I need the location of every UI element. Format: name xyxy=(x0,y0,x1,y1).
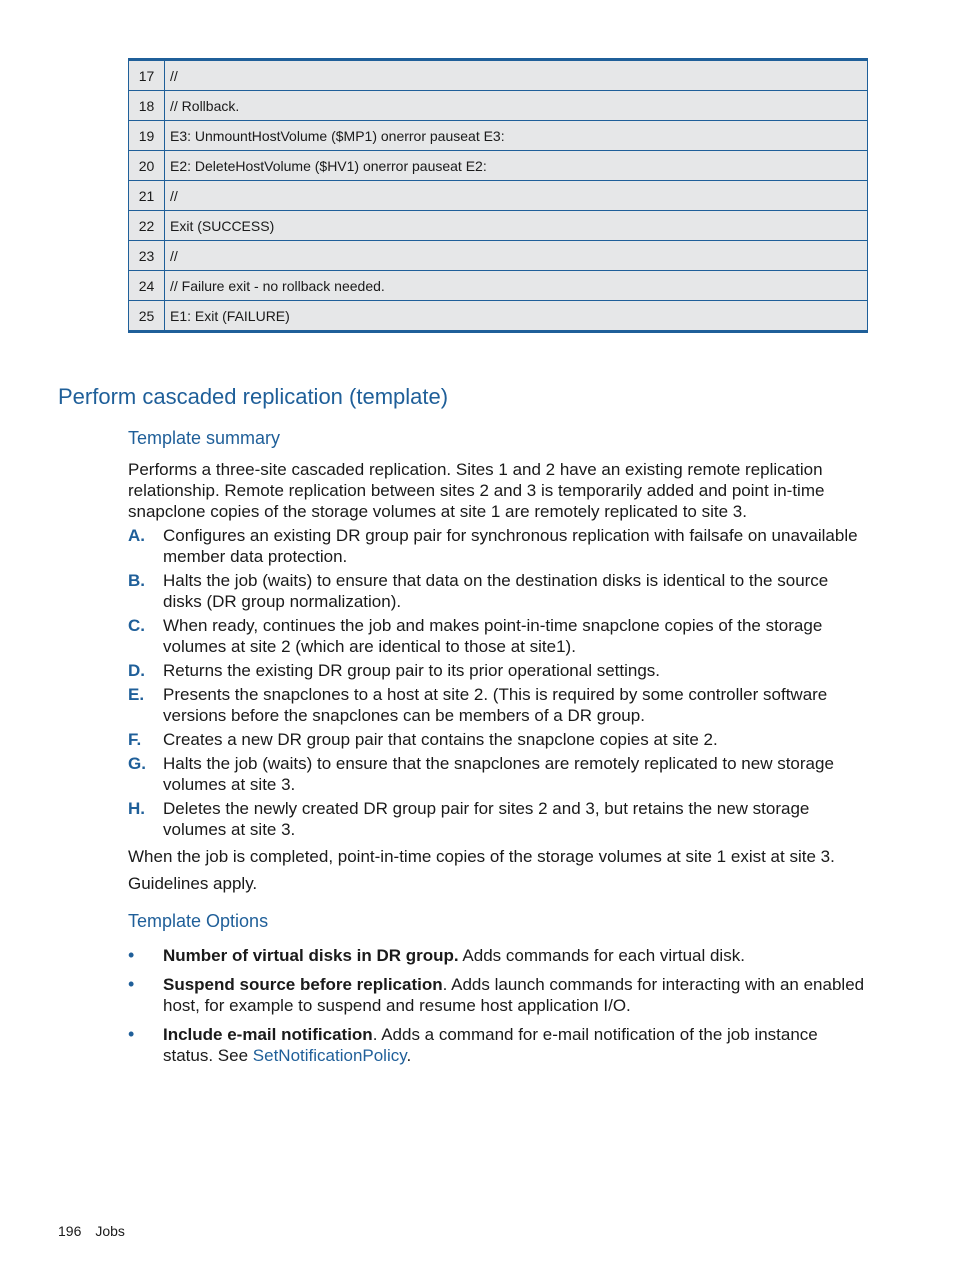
list-item xyxy=(128,660,868,681)
step-text: Presents the snapclones to a host at site 2. (This is required by some controller software versions before the snapclones can be members of a DR group. xyxy=(163,685,828,725)
code-listing-table xyxy=(128,58,868,333)
code-line: E3: UnmountHostVolume ($MP1) onerror pauseat E3: xyxy=(165,121,868,151)
table-row xyxy=(129,241,868,271)
code-line: // Failure exit - no rollback needed. xyxy=(165,271,868,301)
step-text: Deletes the newly created DR group pair for sites 2 and 3, but retains the new storage volumes at site 3. xyxy=(163,799,810,839)
page-number: 196 xyxy=(58,1223,82,1239)
code-line: // xyxy=(165,181,868,211)
step-letter: D. xyxy=(128,661,145,680)
step-text: Returns the existing DR group pair to its prior operational settings. xyxy=(163,661,661,680)
table-row xyxy=(129,301,868,332)
table-row xyxy=(129,151,868,181)
summary-outro: When the job is completed, point-in-time copies of the storage volumes at site 1 exist at site 3. xyxy=(128,847,835,866)
code-line: // xyxy=(165,241,868,271)
page-footer xyxy=(58,1223,125,1239)
set-notification-policy-link[interactable]: SetNotificationPolicy xyxy=(252,1046,407,1065)
step-text: Halts the job (waits) to ensure that data on the destination disks is identical to the source disks (DR group normalization). xyxy=(163,571,829,611)
table-row xyxy=(129,181,868,211)
code-line: E1: Exit (FAILURE) xyxy=(165,301,868,332)
list-item xyxy=(128,525,868,567)
step-letter: G. xyxy=(128,754,146,773)
bullet-icon: • xyxy=(128,974,135,994)
list-item xyxy=(128,570,868,612)
bullet-icon: • xyxy=(128,945,135,965)
table-row xyxy=(129,60,868,91)
list-item xyxy=(128,1024,868,1066)
table-row xyxy=(129,271,868,301)
option-description: . Adds launch commands for interacting with an enabled host, for example to suspend and resume host application I/O. xyxy=(163,975,865,1015)
options-heading: Template Options xyxy=(128,911,269,931)
line-number: 25 xyxy=(129,301,165,332)
list-item xyxy=(128,945,868,966)
code-line: // xyxy=(165,60,868,91)
step-letter: A. xyxy=(128,526,145,545)
step-letter: H. xyxy=(128,799,145,818)
step-text: Configures an existing DR group pair for synchronous replication with failsafe on unavailable member data protection. xyxy=(163,526,858,566)
line-number: 18 xyxy=(129,91,165,121)
option-description: . Adds a command for e-mail notification of the job instance status. See xyxy=(163,1025,818,1065)
option-name: Suspend source before replication xyxy=(163,975,443,994)
list-item xyxy=(128,729,868,750)
bullet-icon: • xyxy=(128,1024,135,1044)
list-item xyxy=(128,615,868,657)
summary-intro: Performs a three-site cascaded replication. Sites 1 and 2 have an existing remote replication relationship. Remote replication between sites 2 and 3 is temporarily added and point in-time snapclone copies of the storage volumes at site 1 are remotely replicated to site 3. xyxy=(128,460,825,521)
guidelines-note: Guidelines apply. xyxy=(128,874,258,893)
step-letter: F. xyxy=(128,730,142,749)
list-item xyxy=(128,684,868,726)
options-list xyxy=(128,945,868,1074)
line-number: 24 xyxy=(129,271,165,301)
list-item xyxy=(128,974,868,1016)
step-letter: E. xyxy=(128,685,145,704)
option-name: Include e-mail notification xyxy=(163,1025,373,1044)
step-text: When ready, continues the job and makes point-in-time snapclone copies of the storage volumes at site 2 (which are identical to those at site1). xyxy=(163,616,823,656)
table-row xyxy=(129,91,868,121)
code-line: E2: DeleteHostVolume ($HV1) onerror pauseat E2: xyxy=(165,151,868,181)
table-row xyxy=(129,121,868,151)
line-number: 22 xyxy=(129,211,165,241)
table-row xyxy=(129,211,868,241)
list-item xyxy=(128,753,868,795)
summary-heading: Template summary xyxy=(128,428,281,448)
code-line: // Rollback. xyxy=(165,91,868,121)
line-number: 23 xyxy=(129,241,165,271)
option-description: Adds commands for each virtual disk. xyxy=(458,946,745,965)
step-letter: B. xyxy=(128,571,145,590)
step-text: Halts the job (waits) to ensure that the snapclones are remotely replicated to new storage volumes at site 3. xyxy=(163,754,834,794)
step-list xyxy=(128,525,868,843)
line-number: 17 xyxy=(129,60,165,91)
line-number: 21 xyxy=(129,181,165,211)
line-number: 20 xyxy=(129,151,165,181)
option-description-end: . xyxy=(406,1046,412,1065)
list-item xyxy=(128,798,868,840)
step-letter: C. xyxy=(128,616,145,635)
section-title: Perform cascaded replication (template) xyxy=(58,384,449,409)
step-text: Creates a new DR group pair that contains the snapclone copies at site 2. xyxy=(163,730,718,749)
code-line: Exit (SUCCESS) xyxy=(165,211,868,241)
option-name: Number of virtual disks in DR group. xyxy=(163,946,459,965)
line-number: 19 xyxy=(129,121,165,151)
chapter-name: Jobs xyxy=(95,1223,125,1239)
